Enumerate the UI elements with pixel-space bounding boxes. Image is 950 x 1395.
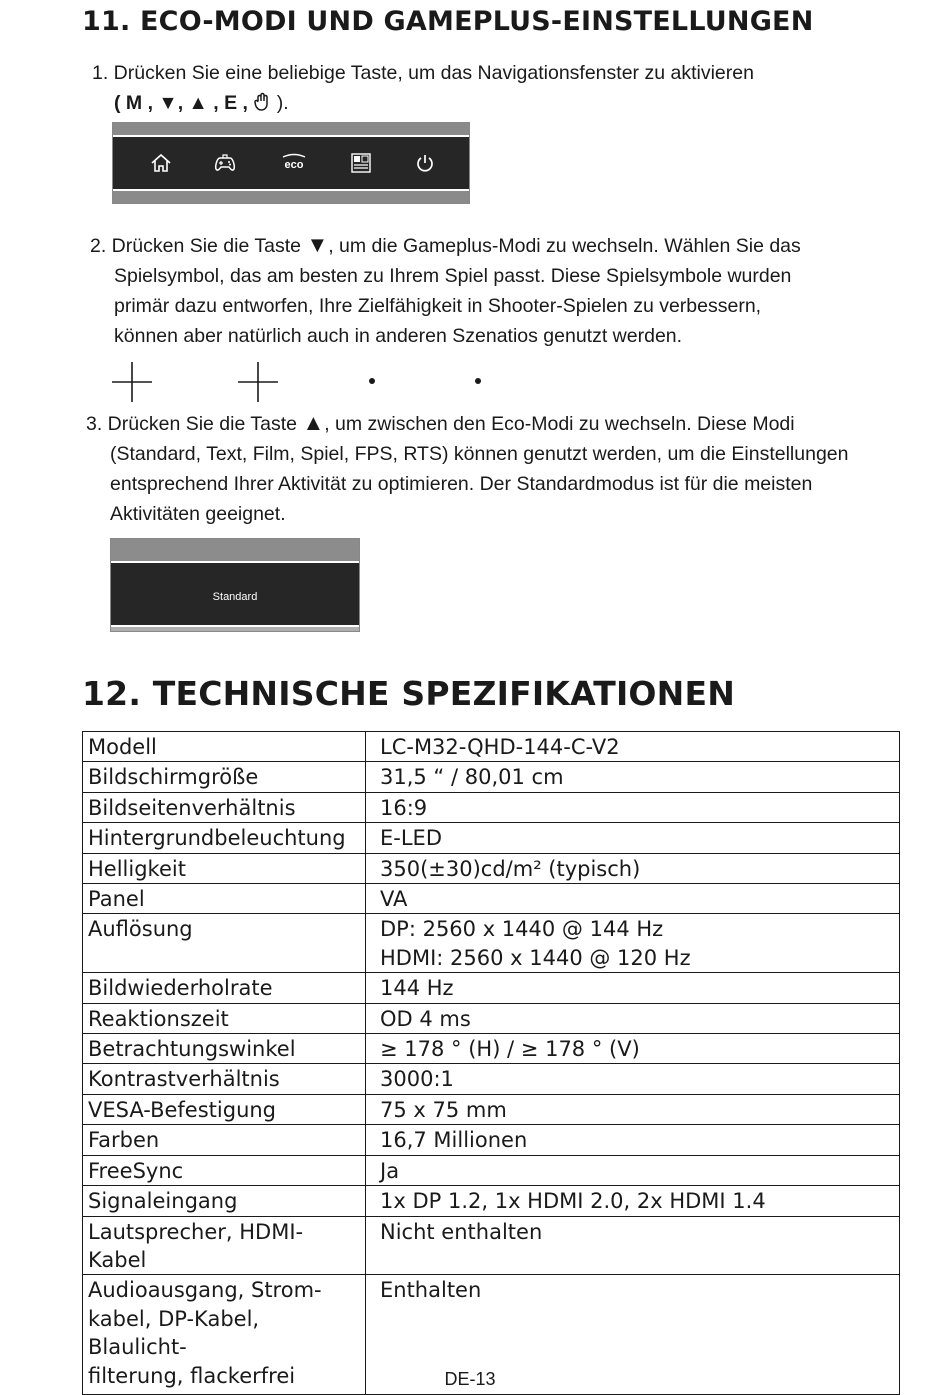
step-2-line-1 [90, 230, 920, 261]
spec-value: VA [366, 884, 900, 914]
spec-value: 16,7 Millionen [366, 1125, 900, 1155]
spec-key: Panel [83, 884, 366, 914]
table-row [83, 823, 900, 853]
dot-crosshair-icon [369, 378, 375, 384]
spec-value: Ja [366, 1155, 900, 1185]
spec-key: Reaktionszeit [83, 1003, 366, 1033]
key-list: ( M , ▼, ▲ , E , [114, 92, 254, 114]
spec-key: Helligkeit [83, 853, 366, 883]
spec-key: Hintergrundbeleuchtung [83, 823, 366, 853]
spec-key: FreeSync [83, 1155, 366, 1185]
touch-power-icon [253, 91, 271, 111]
step-3-prefix: 3. Drücken Sie die Taste [86, 413, 303, 435]
osd-header-bar [111, 539, 359, 561]
step-3-line-1 [86, 408, 916, 439]
table-row [83, 1034, 900, 1064]
section-12-title: 12. TECHNISCHE SPEZIFIKATIONEN [82, 674, 736, 713]
table-row [83, 914, 900, 973]
table-row [83, 1155, 900, 1185]
spec-value: E-LED [366, 823, 900, 853]
spec-table [82, 731, 900, 1395]
spec-key: Bildschirmgröße [83, 762, 366, 792]
table-row [83, 1003, 900, 1033]
step-3-line-4: Aktivitäten geeignet. [110, 503, 286, 525]
spec-value: 1x DP 1.2, 1x HDMI 2.0, 2x HDMI 1.4 [366, 1186, 900, 1216]
table-row [83, 1064, 900, 1094]
table-row [83, 792, 900, 822]
gameplus-icon [349, 151, 373, 175]
power-icon [413, 151, 437, 175]
table-row [83, 1216, 900, 1275]
step-2-line-1-rest: , um die Gameplus-Modi zu wechseln. Wählen Sie das [328, 235, 801, 257]
spec-key-line: Audioausgang, Strom- [88, 1278, 322, 1303]
spec-value: ≥ 178 ° (H) / ≥ 178 ° (V) [366, 1034, 900, 1064]
step-3-line-2: (Standard, Text, Film, Spiel, FPS, RTS) können genutzt werden, um die Einstellungen [110, 443, 849, 465]
table-row [83, 853, 900, 883]
spec-value: OD 4 ms [366, 1003, 900, 1033]
spec-value: 144 Hz [366, 973, 900, 1003]
spec-key: Kontrastverhältnis [83, 1064, 366, 1094]
step-1-keys [92, 88, 912, 118]
spec-key: Bildseitenverhältnis [83, 792, 366, 822]
step-2-line-2: Spielsymbol, das am besten zu Ihrem Spiel passt. Diese Spielsymbole wurden [114, 265, 792, 287]
down-key: ▼ [306, 232, 329, 257]
spec-key-line: kabel, DP-Kabel, Blaulicht- [88, 1306, 260, 1360]
table-row [83, 762, 900, 792]
spec-value: 75 x 75 mm [366, 1094, 900, 1124]
spec-value: Enthalten [366, 1275, 900, 1395]
spec-value: 16:9 [366, 792, 900, 822]
home-icon [149, 151, 173, 175]
navigation-window [112, 122, 470, 204]
spec-key: Signaleingang [83, 1186, 366, 1216]
step-3-line-3: entsprechend Ihrer Aktivität zu optimieren. Der Standardmodus ist für die meisten [110, 473, 813, 495]
spec-key: VESA-Befestigung [83, 1094, 366, 1124]
spec-key: Farben [83, 1125, 366, 1155]
gamepad-icon [213, 151, 237, 175]
spec-value-line: DP: 2560 x 1440 @ 144 Hz [380, 917, 664, 942]
step-3 [86, 408, 916, 529]
crosshair-icon [112, 362, 152, 402]
spec-value: 31,5 “ / 80,01 cm [366, 762, 900, 792]
step-2 [90, 230, 920, 351]
step-1 [92, 58, 912, 118]
dot-crosshair-icon [475, 378, 481, 384]
step-2-prefix: 2. Drücken Sie die Taste [90, 235, 307, 257]
table-row [83, 1186, 900, 1216]
table-row [83, 884, 900, 914]
spec-key: Auflösung [83, 914, 366, 973]
spec-value: 350(±30)cd/m² (typisch) [366, 853, 900, 883]
key-list-end: ). [271, 92, 289, 114]
crosshair-icon [238, 362, 278, 402]
table-row [83, 1094, 900, 1124]
spec-key: Betrachtungswinkel [83, 1034, 366, 1064]
eco-mode-label: Standard [212, 591, 258, 603]
osd-bottom-bar [113, 191, 469, 203]
spec-key-line: filterung, flackerfrei [88, 1363, 296, 1388]
osd-icon-bar [113, 137, 469, 189]
up-key: ▲ [302, 410, 325, 435]
step-1-line-1: 1. Drücken Sie eine beliebige Taste, um das Navigationsfenster zu aktivieren [92, 62, 754, 84]
step-2-line-4: können aber natürlich auch in anderen Szenatios genutzt werden. [114, 325, 683, 347]
section-11-title: 11. ECO-MODI UND GAMEPLUS-EINSTELLUNGEN [82, 6, 814, 37]
table-row [83, 732, 900, 762]
eco-icon [279, 151, 309, 175]
spec-key: Lautsprecher, HDMI-Kabel [83, 1216, 366, 1275]
osd-top-bar [113, 123, 469, 135]
spec-value-line: HDMI: 2560 x 1440 @ 120 Hz [380, 945, 691, 970]
spec-value: Nicht enthalten [366, 1216, 900, 1275]
spec-value: LC-M32-QHD-144-C-V2 [366, 732, 900, 762]
page-number: DE-13 [444, 1369, 496, 1389]
spec-key: Bildwiederholrate [83, 973, 366, 1003]
osd-bottom-bar [111, 627, 359, 631]
spec-value [366, 914, 900, 973]
step-2-line-3: primär dazu entworfen, Ihre Zielfähigkeit in Shooter-Spielen zu verbessern, [114, 295, 762, 317]
table-row [83, 1125, 900, 1155]
eco-icon-text: eco [284, 159, 304, 171]
table-row [83, 973, 900, 1003]
spec-key: Modell [83, 732, 366, 762]
eco-mode-window [110, 538, 360, 632]
step-3-line-1-rest: , um zwischen den Eco-Modi zu wechseln. Diese Modi [324, 413, 795, 435]
spec-value: 3000:1 [366, 1064, 900, 1094]
